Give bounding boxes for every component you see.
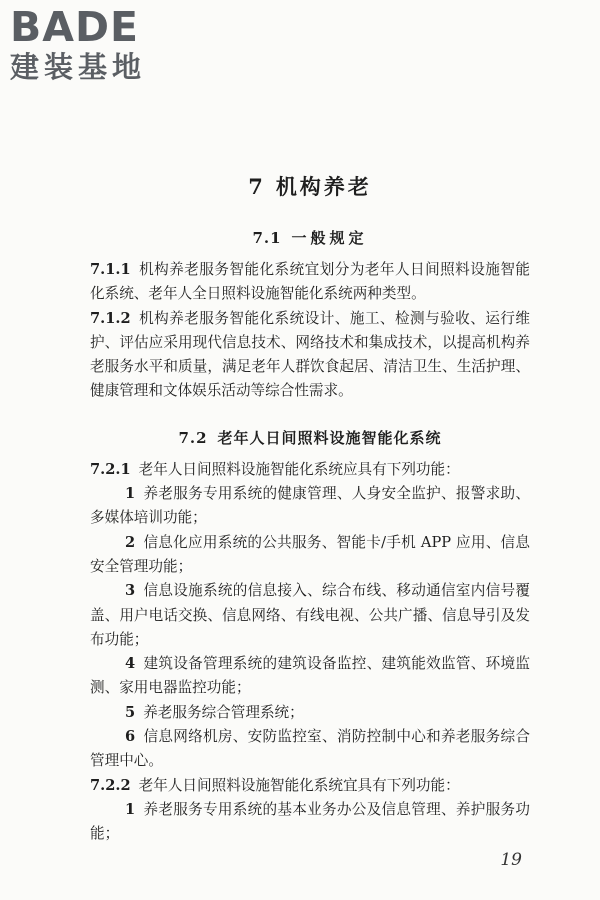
item-text: 信息化应用系统的公共服务、智能卡/手机 APP 应用、信息安全管理功能； (90, 533, 530, 575)
section-heading-7-2 (90, 426, 530, 450)
logo-latin-text: BADE (10, 3, 140, 51)
item-text: 建筑设备管理系统的建筑设备监控、建筑能效监管、环境监测、家用电器监控功能； (90, 655, 530, 697)
document-page (90, 170, 530, 847)
item-text: 养老服务专用系统的健康管理、人身安全监护、报警求助、多媒体培训功能； (90, 485, 530, 527)
item-number: 1 (125, 800, 136, 818)
section-number: 7.2 (178, 428, 208, 447)
clause-text: 机构养老服务智能化系统宜划分为老年人日间照料设施智能化系统、老年人全日照料设施智能化系统两种类型。 (90, 261, 530, 303)
clause-7-1-1 (90, 258, 530, 307)
clause-text: 老年人日间照料设施智能化系统应具有下列功能： (138, 460, 460, 478)
clause-text: 老年人日间照料设施智能化系统宜具有下列功能： (138, 776, 460, 794)
clause-7-2-2 (90, 774, 530, 798)
logo-chinese-text: 建装基地 (10, 50, 147, 84)
list-item (90, 652, 530, 701)
clause-number: 7.1.2 (90, 309, 131, 327)
clause-7-1-2 (90, 307, 530, 404)
list-item (90, 701, 530, 725)
page-number: 19 (500, 850, 522, 870)
item-text: 养老服务综合管理系统； (143, 703, 304, 721)
chapter-heading (90, 170, 530, 204)
list-item (90, 579, 530, 652)
clause-7-2-1 (90, 458, 530, 482)
bade-logo (10, 4, 146, 84)
item-number: 6 (125, 728, 136, 746)
list-item (90, 725, 530, 774)
item-text: 信息设施系统的信息接入、综合布线、移动通信室内信号覆盖、用户电话交换、信息网络、有线电视、公共广播、信息导引及发布功能； (90, 582, 530, 648)
section-title: 一般规定 (291, 229, 368, 247)
item-number: 5 (125, 703, 136, 721)
section-number: 7.1 (252, 229, 282, 247)
list-item (90, 482, 530, 531)
item-number: 2 (125, 533, 136, 551)
clause-number: 7.2.1 (90, 460, 131, 478)
list-item (90, 531, 530, 580)
item-number: 1 (125, 485, 136, 503)
chapter-title: 机构养老 (275, 174, 372, 199)
clause-text: 机构养老服务智能化系统设计、施工、检测与验收、运行维护、评估应采用现代信息技术、网络技术和集成技术，以提高机构养老服务水平和质量，满足老年人群饮食起居、清洁卫生、生活护理、健康管理和文体娱乐活动等综合性需求。 (90, 309, 530, 400)
clause-number: 7.1.1 (90, 261, 131, 278)
list-item (90, 798, 530, 847)
item-text: 养老服务专用系统的基本业务办公及信息管理、养护服务功能； (90, 800, 530, 843)
section-heading-7-1 (90, 226, 530, 250)
item-number: 3 (125, 582, 136, 600)
section-title: 老年人日间照料设施智能化系统 (217, 428, 442, 447)
chapter-number: 7 (248, 174, 266, 199)
item-number: 4 (125, 655, 136, 673)
clause-number: 7.2.2 (90, 776, 131, 794)
item-text: 信息网络机房、安防监控室、消防控制中心和养老服务综合管理中心。 (90, 728, 530, 770)
